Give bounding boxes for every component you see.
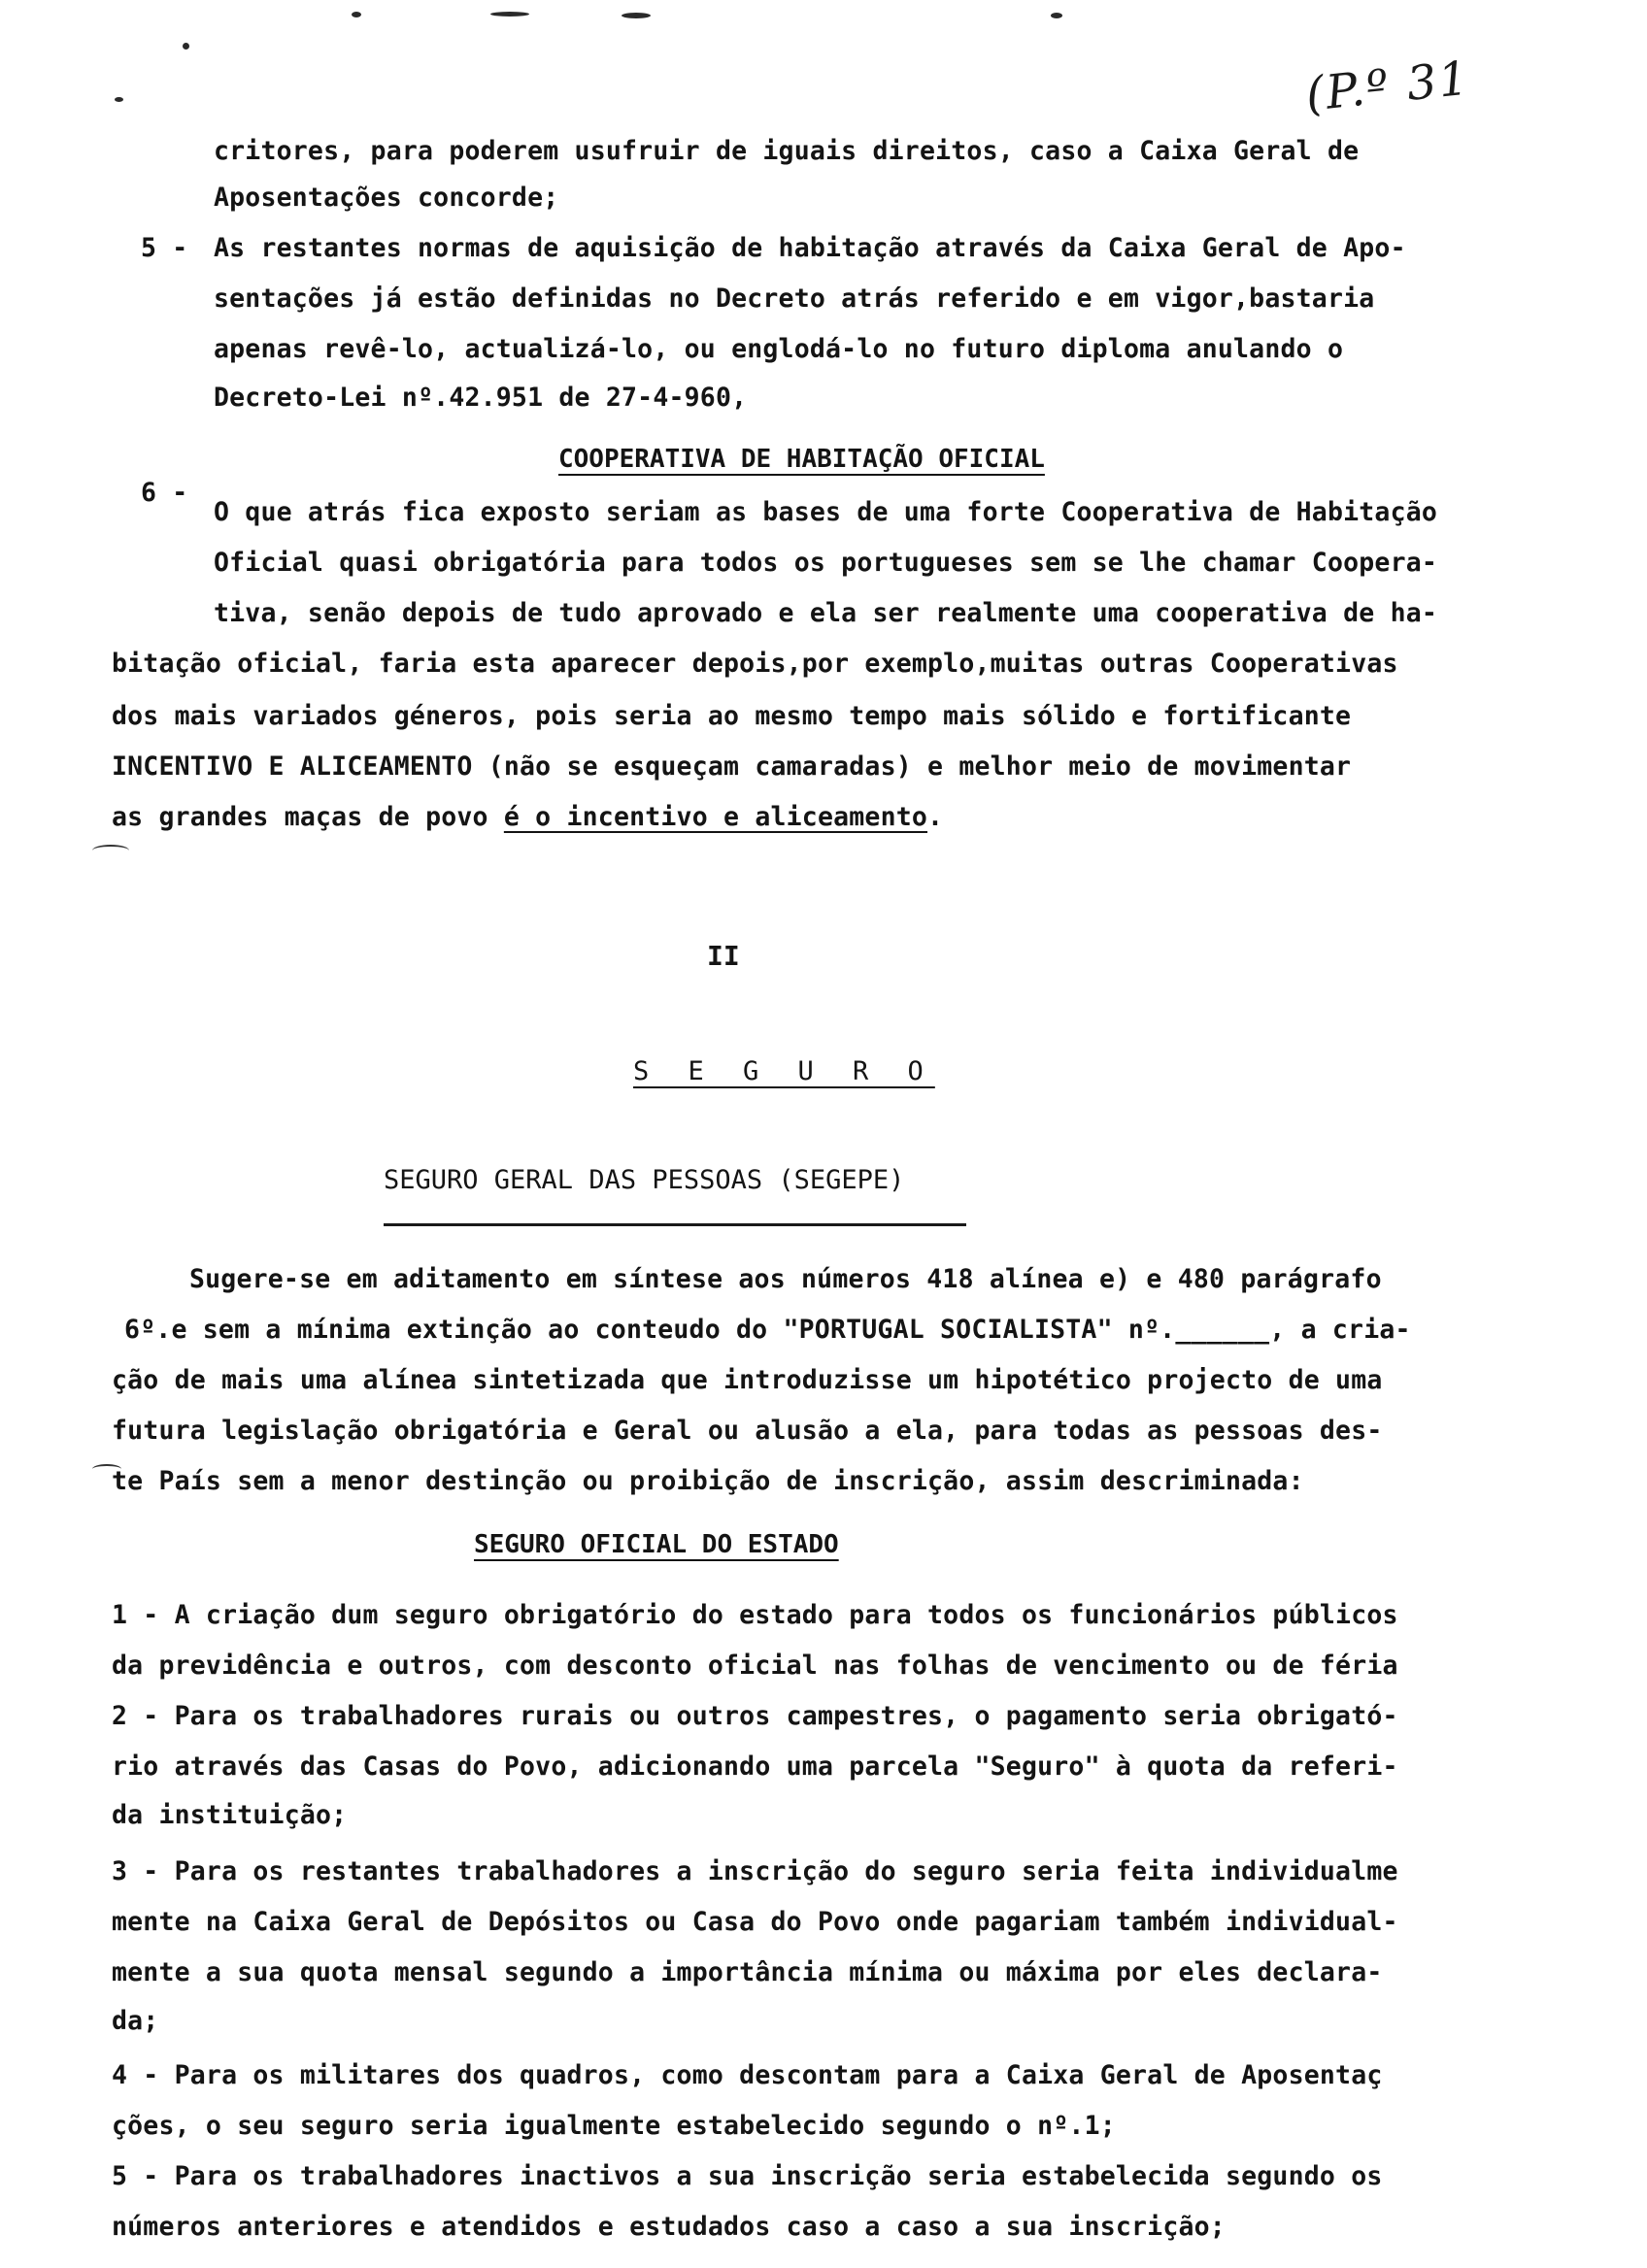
list-item: 5 - Para os trabalhadores inactivos a sua inscrição seria estabelecida segundo os (112, 2161, 1383, 2191)
text-line: ção de mais uma alínea sintetizada que introduzisse um hipotético projecto de uma (112, 1365, 1383, 1395)
section-heading: COOPERATIVA DE HABITAÇÃO OFICIAL (558, 445, 1045, 474)
text-line: O que atrás fica exposto seriam as bases de uma forte Cooperativa de Habitação (214, 497, 1438, 527)
text-line: critores, para poderem usufruir de iguais direitos, caso a Caixa Geral de (214, 136, 1360, 166)
item-number: 5 - (141, 233, 188, 263)
list-item: da previdência e outros, com desconto oficial nas folhas de vencimento ou de féria (112, 1651, 1398, 1681)
text-line: Oficial quasi obrigatória para todos os portugueses sem se lhe chamar Coopera- (214, 548, 1438, 578)
list-item: 3 - Para os restantes trabalhadores a inscrição do seguro seria feita individualme (112, 1856, 1398, 1886)
text-line: futura legislação obrigatória e Geral ou alusão a ela, para todas as pessoas des- (112, 1416, 1383, 1446)
subsection-title: SEGURO GERAL DAS PESSOAS (SEGEPE) (384, 1165, 905, 1195)
scan-speck (115, 97, 123, 102)
list-item: 4 - Para os militares dos quadros, como descontam para a Caixa Geral de Aposentaç (112, 2060, 1383, 2090)
list-item: mente a sua quota mensal segundo a importância mínima ou máxima por eles declara- (112, 1957, 1383, 1987)
title-rule (384, 1223, 966, 1226)
list-item: 1 - A criação dum seguro obrigatório do estado para todos os funcionários públicos (112, 1600, 1398, 1630)
text-span: as grandes maças de povo (112, 802, 504, 832)
text-line: Sugere-se em aditamento em síntese aos números 418 alínea e) e 480 parágrafo (189, 1264, 1382, 1294)
list-item: números anteriores e atendidos e estudados caso a caso a sua inscrição; (112, 2212, 1226, 2242)
margin-stroke (92, 1464, 121, 1474)
text-line: Decreto-Lei nº.42.951 de 27-4-960, (214, 383, 748, 413)
text-line: sentações já estão definidas no Decreto atrás referido e em vigor,bastaria (214, 284, 1375, 314)
handwritten-page-number: (P.º 31 (1303, 50, 1473, 122)
text-line (112, 802, 943, 833)
text-line: Aposentações concorde; (214, 183, 559, 213)
scan-speck (183, 43, 189, 50)
underlined-phrase: é o incentivo e aliceamento (503, 802, 928, 832)
list-item: da; (112, 2006, 159, 2036)
scan-speck (622, 13, 651, 18)
section-title: S E G U R O (633, 1056, 935, 1086)
text-line: INCENTIVO E ALICEAMENTO (não se esqueçam camaradas) e melhor meio de movimentar (112, 751, 1352, 782)
list-item: da instituição; (112, 1800, 348, 1830)
list-item: 2 - Para os trabalhadores rurais ou outros campestres, o pagamento seria obrigató- (112, 1701, 1398, 1731)
text-line: As restantes normas de aquisição de habitação através da Caixa Geral de Apo- (214, 233, 1406, 263)
text-line: bitação oficial, faria esta aparecer depois,por exemplo,muitas outras Cooperativas (112, 649, 1398, 679)
list-item: ções, o seu seguro seria igualmente estabelecido segundo o nº.1; (112, 2111, 1116, 2141)
text-line: 6º.e sem a mínima extinção ao conteudo do "PORTUGAL SOCIALISTA" nº.______, a cria- (124, 1315, 1411, 1345)
text-line: tiva, senão depois de tudo aprovado e ela ser realmente uma cooperativa de ha- (214, 598, 1438, 628)
section-number: II (707, 940, 740, 972)
text-line: te País sem a menor destinção ou proibição de inscrição, assim descriminada: (112, 1466, 1304, 1496)
section-heading: SEGURO OFICIAL DO ESTADO (474, 1530, 839, 1559)
item-number: 6 - (141, 478, 188, 508)
text-span: . (927, 802, 944, 832)
text-line: apenas revê-lo, actualizá-lo, ou englodá-lo no futuro diploma anulando o (214, 334, 1344, 364)
scan-speck (352, 12, 361, 17)
scan-speck (1051, 13, 1062, 18)
scan-speck (490, 12, 529, 17)
margin-stroke (92, 845, 129, 856)
list-item: rio através das Casas do Povo, adicionando uma parcela "Seguro" à quota da referi- (112, 1751, 1398, 1782)
text-line: dos mais variados géneros, pois seria ao mesmo tempo mais sólido e fortificante (112, 701, 1352, 731)
list-item: mente na Caixa Geral de Depósitos ou Casa do Povo onde pagariam também individual- (112, 1907, 1398, 1937)
